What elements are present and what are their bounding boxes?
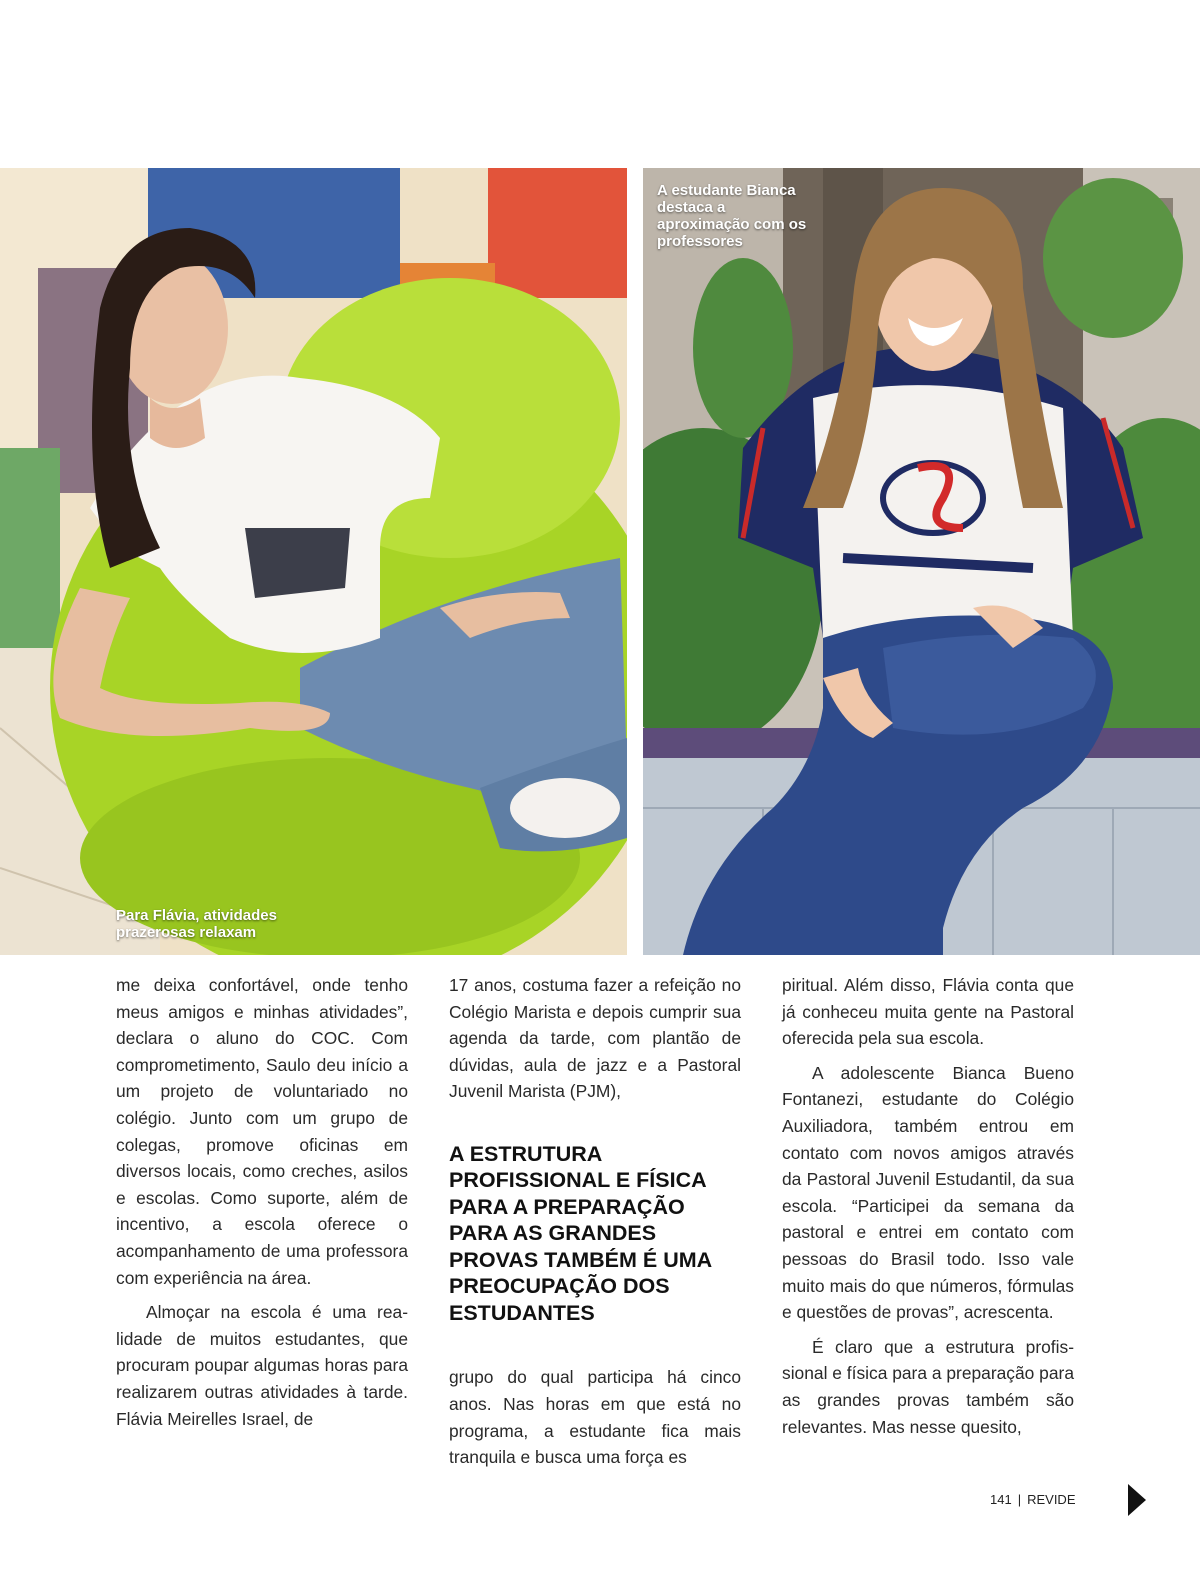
magazine-name: REVIDE — [1027, 1492, 1076, 1507]
text-column-3 — [782, 972, 1074, 1440]
paragraph: Almoçar na escola é uma realidade de muitos estudantes, que procuram poupar algumas horas para realizarem outras atividades à tarde. Flávia Meirelles Israel, de — [116, 1302, 408, 1429]
pull-quote-heading: A ESTRUTURA PROFISSIONAL E FÍSICA PARA A PREPARAÇÃO PARA AS GRANDES PROVAS TAMBÉM É UMA PREOCUPAÇÃO DOS ESTUDANTES — [449, 1141, 712, 1325]
text-column-1 — [116, 972, 408, 1432]
page-footer — [990, 1492, 1076, 1507]
page-number: 141 — [990, 1492, 1012, 1507]
next-page-arrow-icon[interactable] — [1126, 1484, 1146, 1516]
paragraph: me deixa confortável, onde tenho meus amigos e minhas atividades”, declara o aluno do COC. Com comprometimento, Saulo deu início a um projeto de voluntariado no colégio. Junto com um grupo de colegas, promove oficinas em diversos locais, como creches, asilos e escolas. Como suporte, além de incentivo, a escola oferece o acompanhamento de uma professora com experiência na área. — [116, 975, 408, 1288]
caption-left: Para Flávia, atividades prazerosas relaxam — [116, 907, 277, 941]
text-column-2 — [449, 972, 741, 1471]
photo-bianca — [643, 168, 1200, 955]
paragraph: É claro que a estrutura profissional e física para a preparação para as grandes provas também são relevantes. Mas nesse quesito, — [782, 1336, 1074, 1437]
photo-flavia — [0, 168, 627, 955]
caption-right: A estudante Bianca destaca a aproximação com os professores — [657, 182, 807, 250]
paragraph: grupo do qual participa há cinco anos. Nas horas em que está no programa, a estudante fica mais tranquila e busca uma força es — [449, 1367, 741, 1468]
paragraph: 17 anos, costuma fazer a refeição no Colégio Marista e depois cumprir sua agenda da tarde, com plantão de dúvidas, aula de jazz e a Pastoral Juvenil Marista (PJM), — [449, 975, 741, 1102]
paragraph: A adolescente Bianca Bueno Fontanezi, estudante do Colégio Auxiliadora, também entrou em contato com novos amigos através da Pastoral Juvenil Estudantil, da sua escola. “Participei da semana da pastoral e entrei em contato com pessoas do Brasil todo. Isso vale muito mais do que números, fórmulas e questões de provas”, acrescenta. — [782, 1062, 1074, 1323]
footer-separator: | — [1017, 1492, 1022, 1507]
paragraph: piritual. Além disso, Flávia conta que já conheceu muita gente na Pastoral oferecida pela sua escola. — [782, 975, 1074, 1049]
